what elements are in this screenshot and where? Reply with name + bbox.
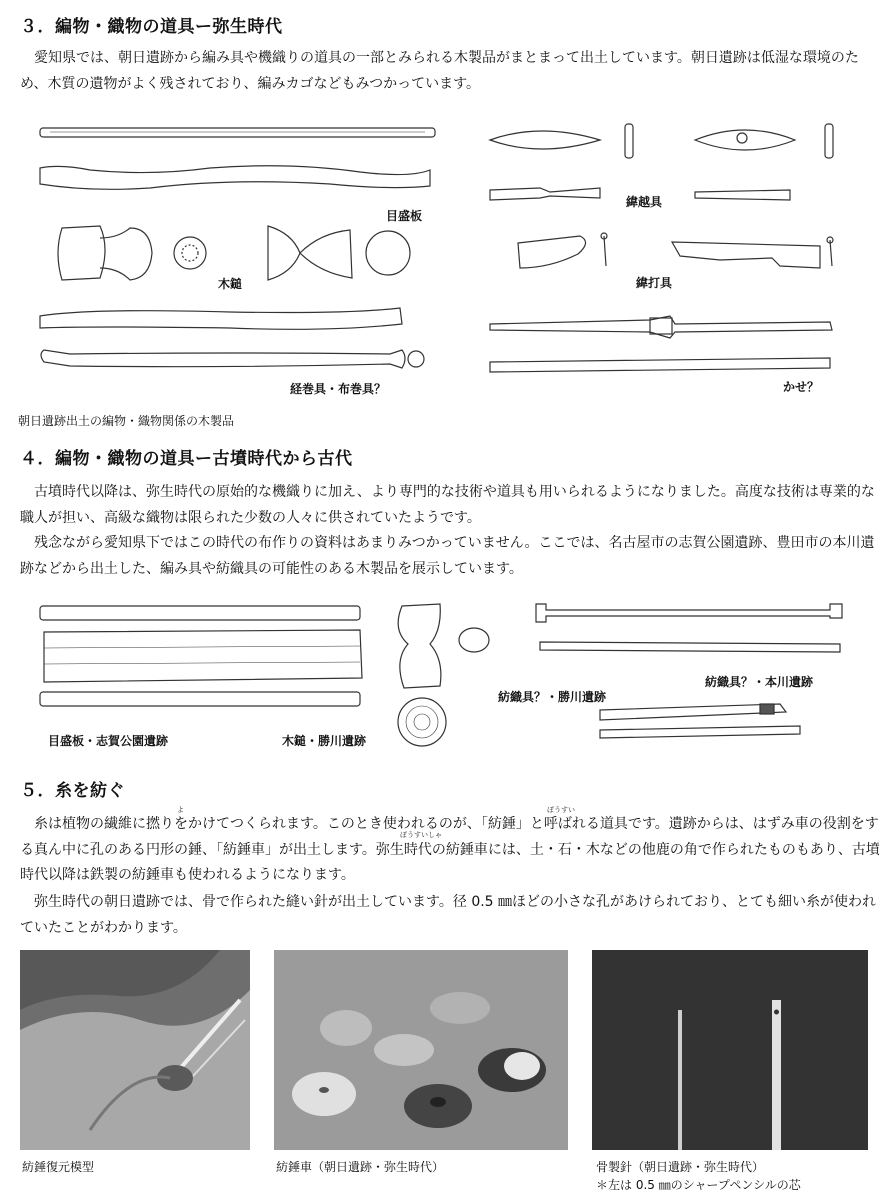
section-3-right-drawings	[480, 118, 860, 398]
nukikoshigu-drawing-2	[695, 130, 795, 150]
label-nukiuchigu: 緯打具	[636, 276, 673, 290]
nukiuchigu-drawing-2	[672, 242, 820, 268]
ruby-bosui: ぼうすい	[547, 806, 575, 814]
label-memoriita: 目盛板	[386, 209, 423, 223]
memoriita-shiga-drawing-2	[44, 630, 362, 682]
boshokugu-katsukawa-drawing-1	[600, 704, 786, 720]
kizuchi-drawing-1	[58, 226, 105, 280]
label-boshokugu-katsukawa: 紡織具？・勝川遺跡	[498, 690, 607, 704]
memoriita-drawing-bottom	[40, 166, 430, 190]
kizuchi-katsukawa-drawing	[398, 604, 441, 688]
section-5-paragraph-2: 弥生時代の朝日遺跡では、骨で作られた縫い針が出土しています。径 0.5 ㎜ほどの小さな孔があけられており、とても細い糸が使われていたことがわかります。	[20, 894, 877, 936]
caption-spindle-whorls: 紡錘車（朝日遺跡・弥生時代）	[276, 1160, 445, 1174]
photo-spindle-whorls	[274, 950, 568, 1150]
ruby-bosuisha: ぼうすいしゃ	[400, 831, 442, 839]
section-4-paragraph-2: 残念ながら愛知県下ではこの時代の布作りの資料はあまりみつかっていません。ここでは、名古屋市の志賀公園遺跡、豊田市の本川遺跡などから出土した、編み具や紡織具の可能性のある木製品を展示しています。	[20, 535, 875, 577]
nukikoshigu-drawing-3	[490, 188, 600, 200]
note-bone-needle: ＊左は 0.5 ㎜のシャープペンシルの芯	[596, 1178, 801, 1192]
caption-bone-needle: 骨製針（朝日遺跡・弥生時代）	[596, 1160, 765, 1174]
hedamagu-drawing-1	[40, 308, 402, 329]
section-4-heading: ４．編物・織物の道具ー古墳時代から古代	[20, 449, 353, 469]
hedamagu-drawing-2	[41, 350, 405, 368]
kizuchi-katsukawa-endview	[398, 698, 446, 746]
nukiuchigu-drawing-1	[518, 236, 586, 268]
boshokugu-honkawa-drawing-2	[540, 642, 840, 652]
memoriita-shiga-drawing-3	[40, 692, 360, 706]
photo-spindle-model	[20, 950, 250, 1150]
kase-drawing-2	[490, 358, 830, 372]
nukikoshigu-drawing-1	[490, 131, 600, 149]
memoriita-shiga-drawing-1	[40, 606, 360, 620]
label-nukikoshigu: 緯越具	[626, 195, 663, 209]
label-kizuchi-katsukawa: 木鎚・勝川遺跡	[282, 734, 367, 748]
label-memoriita-shiga: 目盛板・志賀公園遺跡	[48, 734, 169, 748]
section-4-right-drawings	[530, 600, 860, 740]
photo-bone-needle	[592, 950, 868, 1150]
kizuchi-crosssection-1	[174, 237, 206, 269]
kizuchi-drawing-2	[268, 226, 300, 280]
section-3-figure-caption: 朝日遺跡出土の編物・織物関係の木製品	[18, 414, 235, 428]
section-5-heading: ５．糸を紡ぐ	[20, 781, 125, 801]
label-kase: かせ？	[783, 380, 820, 394]
caption-spindle-model: 紡錘復元模型	[22, 1160, 95, 1174]
label-hedamagu: 経巻具・布巻具？	[290, 382, 387, 396]
hedamagu-crosssection	[408, 351, 424, 367]
section-3-left-drawings	[30, 118, 450, 398]
ruby-yori: よ	[177, 806, 184, 814]
section-4-left-drawings	[30, 600, 500, 750]
kase-drawing-1	[490, 316, 832, 338]
section-3-heading: ３．編物・織物の道具ー弥生時代	[20, 17, 283, 37]
label-boshokugu-honkawa: 紡織具？・本川遺跡	[705, 675, 814, 689]
kizuchi-crosssection-2	[366, 231, 410, 275]
section-5-paragraph-1: 糸は植物の繊維に撚りをかけてつくられます。このとき使われるのが、「紡錘」と呼ばれる道具です。遺跡からは、はずみ車の役割をする真ん中に孔のある円形の錘、「紡錘車」が出土します。弥生時代の紡錘車には、土・石・木などの他鹿の角で作られたものもあり、古墳時代以降は鉄製の紡錘車も使われるようになります。	[20, 816, 880, 883]
boshokugu-honkawa-drawing-1	[536, 604, 842, 622]
label-kizuchi: 木鎚	[218, 277, 243, 291]
boshokugu-katsukawa-drawing-2	[600, 726, 800, 738]
memoriita-drawing-top	[40, 128, 435, 137]
kizuchi-katsukawa-crosssection	[459, 628, 489, 652]
section-3-paragraph: 愛知県では、朝日遺跡から編み具や機織りの道具の一部とみられる木製品がまとまって出土しています。朝日遺跡は低湿な環境のため、木質の遺物がよく残されており、編みカゴなどもみつかっています。	[20, 50, 859, 92]
section-4-paragraph-1: 古墳時代以降は、弥生時代の原始的な機織りに加え、より専門的な技術や道具も用いられるようになりました。高度な技術は専業的な職人が担い、高級な織物は限られた少数の人々に供されていたようです。	[20, 484, 875, 526]
